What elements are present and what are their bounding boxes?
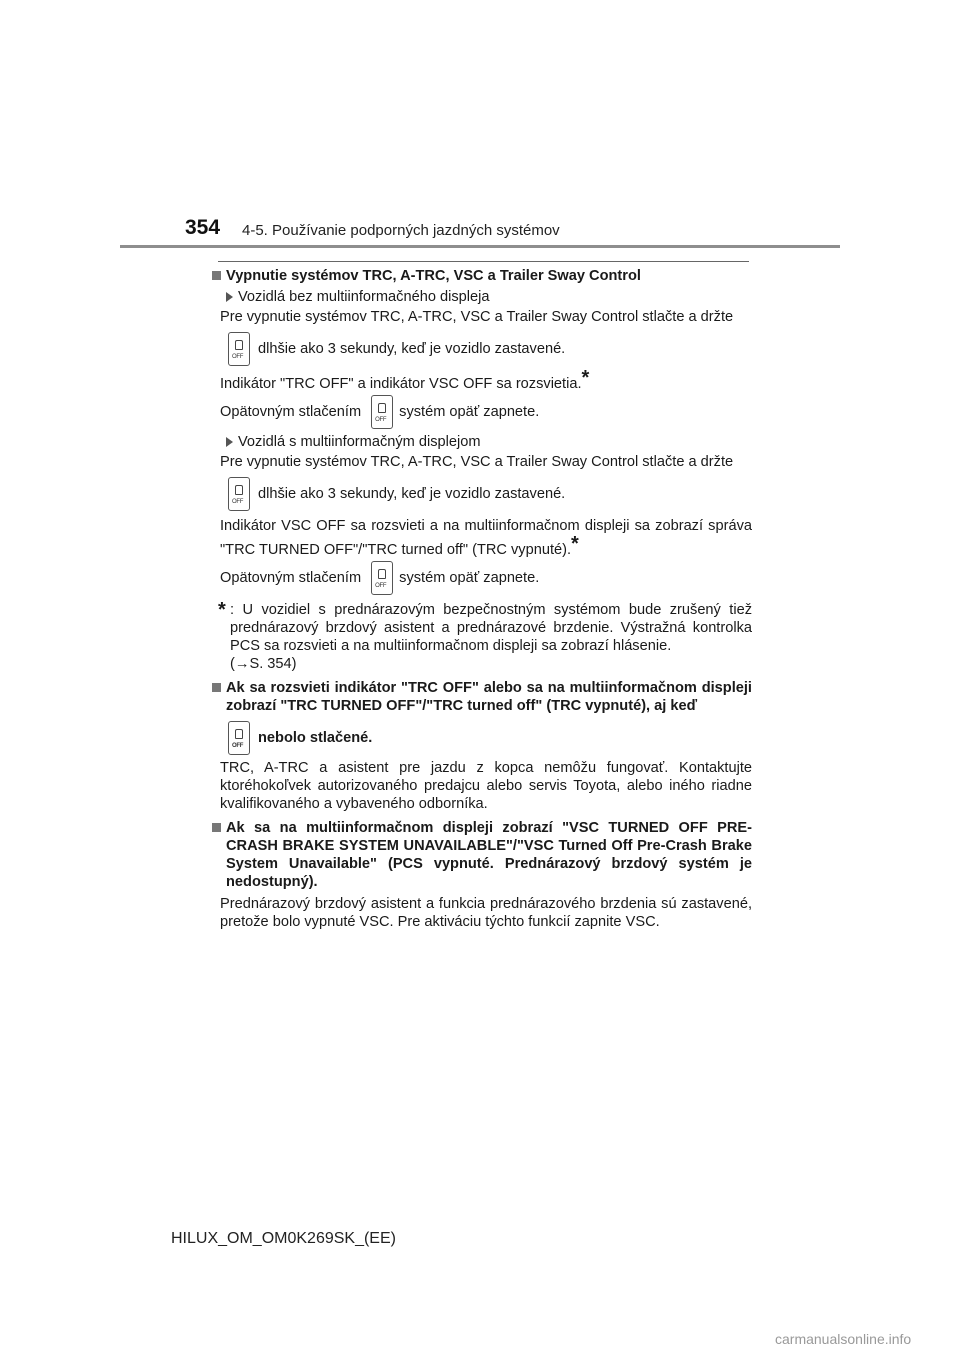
sub-b-p4a-text: Opätovným stlačením: [220, 570, 362, 586]
car-skid-icon: [235, 729, 243, 739]
sub-a-p3: [212, 369, 752, 393]
sub-a-p1: Pre vypnutie systémov TRC, A-TRC, VSC a Trailer Sway Control stlačte a držte: [220, 309, 734, 325]
sub-b-p1: Pre vypnutie systémov TRC, A-TRC, VSC a Trailer Sway Control stlačte a držte: [220, 454, 734, 470]
section2-body: TRC, A-TRC a asistent pre jazdu z kopca nemôžu fungovať. Kontaktujte ktoréhokoľvek autorizovaného predajcu alebo servis Toyota, alebo iného riadne kvalifikovaného a vybaveného odborníka.: [220, 760, 752, 812]
content-rule: [218, 261, 749, 262]
square-bullet-icon: [212, 823, 221, 832]
off-label: OFF: [232, 743, 244, 749]
header-rule: [120, 245, 840, 248]
doc-code: HILUX_OM_OM0K269SK_(EE): [171, 1230, 396, 1247]
off-label: OFF: [375, 583, 387, 589]
triangle-bullet-icon: [226, 437, 233, 447]
watermark[interactable]: carmanualsonline.info: [775, 1331, 912, 1347]
sub-b-p4b-text: systém opäť zapnete.: [399, 570, 540, 586]
car-skid-icon: [235, 340, 243, 350]
section3-heading: [212, 819, 752, 891]
footnote-marker: *: [218, 599, 226, 621]
section3-body: Prednárazový brzdový asistent a funkcia prednárazového brzdenia sú zastavené, pretože bolo vypnuté VSC. Pre aktiváciu týchto funkcií zapnite VSC.: [220, 896, 752, 930]
sub-b-label: [212, 433, 752, 451]
sub-b-p3-text: Indikátor VSC OFF sa rozsvieti a na multiinformačnom displeji sa zobrazí správa "TRC TURNED OFF"/"TRC turned off" (TRC vypnuté).: [220, 518, 752, 558]
sub-a-p4a-text: Opätovným stlačením: [220, 404, 362, 420]
sub-a-label: [212, 288, 752, 306]
page-number: 354: [185, 216, 221, 239]
square-bullet-icon: [212, 271, 221, 280]
car-skid-icon: [378, 569, 386, 579]
sub-a-p4b-text: systém opäť zapnete.: [399, 404, 540, 420]
sub-b-p2: [212, 477, 752, 511]
vsc-off-button-icon: [228, 332, 250, 366]
square-bullet-icon: [212, 683, 221, 692]
footnote: [212, 601, 752, 673]
sub-a-p3-text: Indikátor "TRC OFF" a indikátor VSC OFF sa rozsvietia.: [220, 376, 582, 392]
section1-heading-text: Vypnutie systémov TRC, A-TRC, VSC a Trailer Sway Control: [226, 268, 641, 284]
section2-heading-text: Ak sa rozsvieti indikátor "TRC OFF" alebo sa na multiinformačnom displeji zobrazí "TRC TURNED OFF"/"TRC turned off" (TRC vypnuté), aj keď: [226, 680, 752, 714]
off-label: OFF: [375, 417, 387, 423]
section3-heading-text: Ak sa na multiinformačnom displeji zobrazí "VSC TURNED OFF PRE-CRASH BRAKE SYSTEM UNAVAILABLE"/"VSC Turned Off Pre-Crash Brake System Unavailable" (PCS vypnuté. Prednárazový brzdový systém je nedostupný).: [226, 820, 752, 890]
section1-heading: [212, 267, 752, 285]
footnote-text: [230, 601, 752, 673]
content: [212, 267, 752, 931]
vsc-off-button-icon: [228, 721, 250, 755]
sub-a-p2-text: dlhšie ako 3 sekundy, keď je vozidlo zastavené.: [258, 341, 566, 357]
off-label: OFF: [232, 499, 244, 505]
vsc-off-button-icon: [371, 561, 393, 595]
sub-b-p3: [212, 517, 752, 559]
section2-heading: [212, 679, 752, 715]
sub-b-p2-text: dlhšie ako 3 sekundy, keď je vozidlo zastavené.: [258, 486, 566, 502]
car-skid-icon: [378, 403, 386, 413]
sub-a-label-text: Vozidlá bez multiinformačného displeja: [238, 289, 490, 305]
triangle-bullet-icon: [226, 292, 233, 302]
footnote-ref[interactable]: (→S. 354): [230, 656, 297, 672]
section2-heading-end-text: nebolo stlačené.: [258, 730, 373, 746]
footnote-star: *: [581, 367, 590, 389]
vsc-off-button-icon: [371, 395, 393, 429]
sub-b-label-text: Vozidlá s multiinformačným displejom: [238, 434, 481, 450]
sub-b-p4: [212, 561, 752, 595]
sub-a-p4: [212, 395, 752, 429]
sub-a-p2: [212, 332, 752, 366]
car-skid-icon: [235, 485, 243, 495]
vsc-off-button-icon: [228, 477, 250, 511]
off-label: OFF: [232, 354, 244, 360]
footnote-star: *: [571, 533, 579, 555]
section-title: 4-5. Používanie podporných jazdných systémov: [242, 222, 560, 239]
footnote-body: : U vozidiel s prednárazovým bezpečnostným systémom bude zrušený tiež prednárazový brzdový asistent a prednárazové brzdenie. Výstražná kontrolka PCS sa rozsvieti a na multiinformačnom displeji sa zobrazí hlásenie.: [230, 602, 752, 654]
section2-heading-end: [212, 721, 752, 755]
